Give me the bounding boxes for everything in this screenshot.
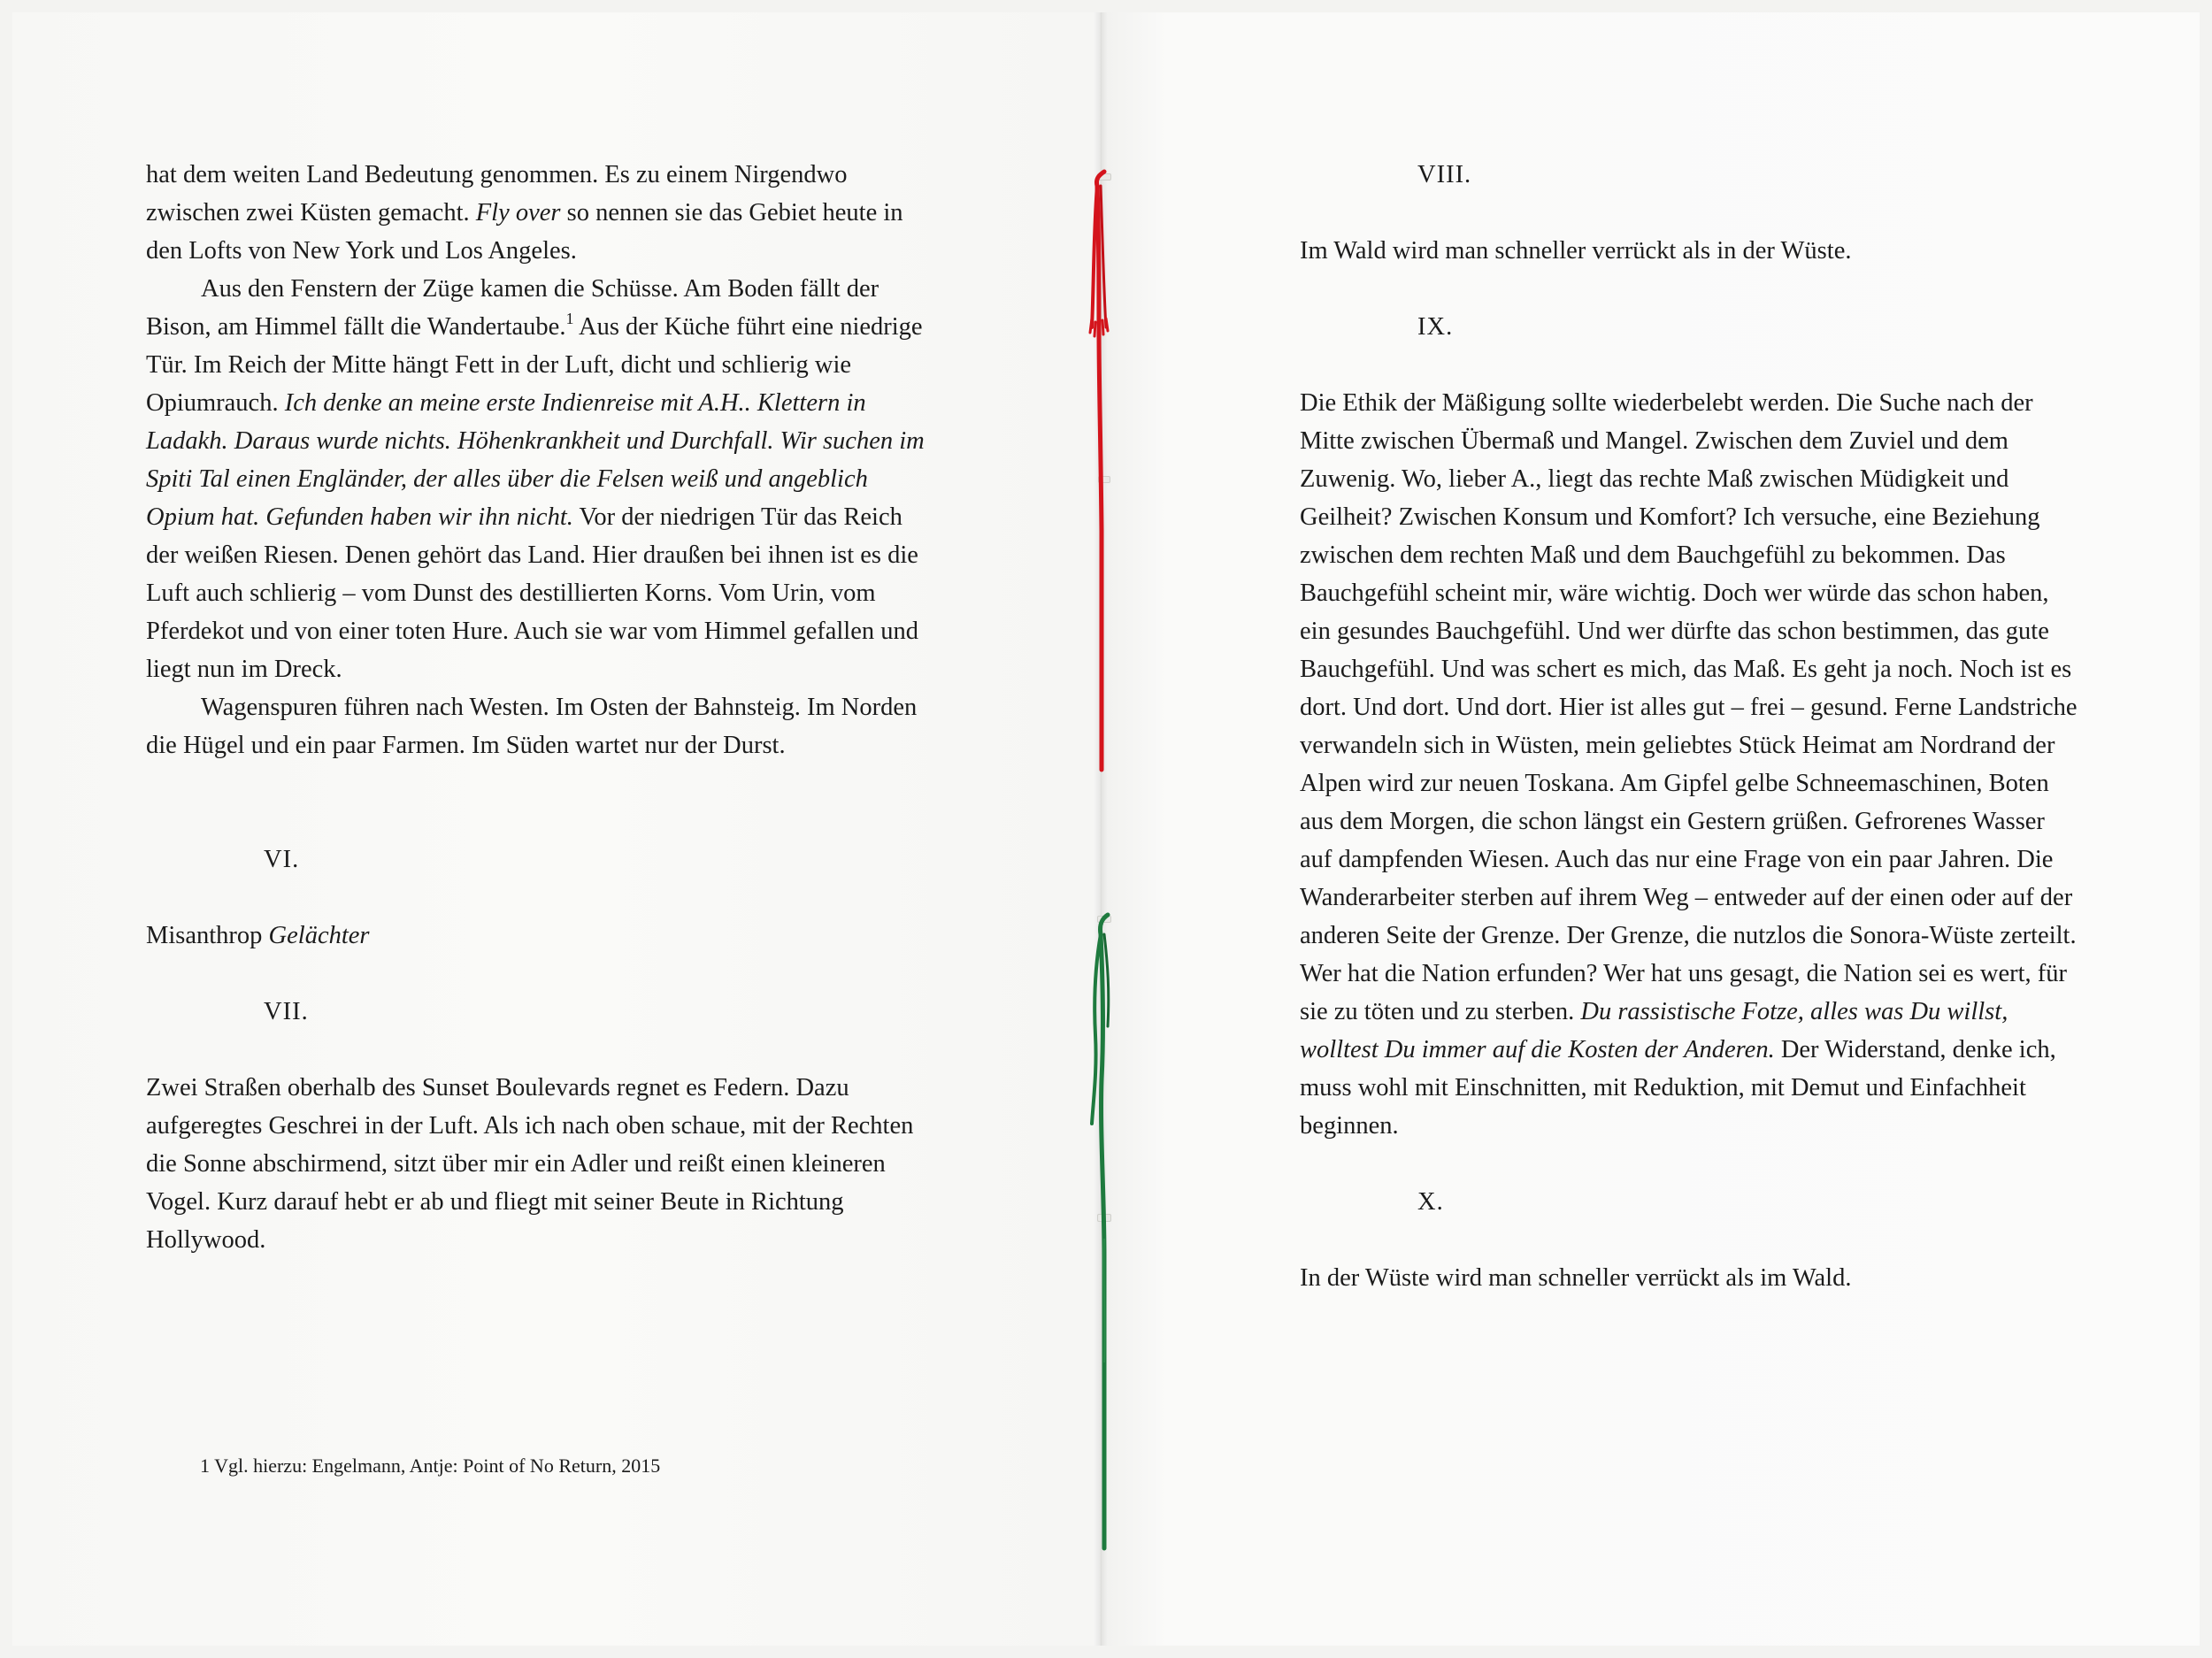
paragraph [146, 270, 925, 688]
footnote-ref: 1 [565, 310, 574, 327]
text-run: Die Ethik der Mäßigung sollte wiederbelebt werden. Die Suche nach der Mitte zwischen Übermaß und Mangel. Zwischen dem Zuviel und dem Zuwenig. Wo, lieber A., liegt das rechte Maß zwischen Müdigkeit und Geilheit? Zwischen Konsum und Komfort? Ich versuche, eine Beziehung zwischen dem rechten Maß und dem Bauchgefühl zu bekommen. Das Bauchgefühl scheint mir, wäre wichtig. Doch wer würde das schon haben, ein gesundes Bauchgefühl. Und wer dürfte das schon bestimmen, das gute Bauchgefühl. Und was schert es mich, das Maß. Es geht ja noch. Noch ist es dort. Und dort. Und dort. Hier ist alles gut – frei – gesund. Ferne Landstriche verwandeln sich in Wüsten, mein geliebtes Stück Heimat am Nordrand der Alpen wird zur neuen Toskana. Am Gipfel gelbe Schneemaschinen, Boten aus dem Morgen, die schon längst ein Gestern grüßen. Gefrorenes Wasser auf dampfenden Wiesen. Auch das nur eine Frage von ein paar Jahren. Die Wanderarbeiter sterben auf ihrem Weg – entweder auf der einen oder auf der anderen Seite der Grenze. Der Grenze, die nutzlos die Sonora-Wüste zerteilt. Wer hat die Nation erfunden? Wer hat uns gesagt, die Nation sei es wert, für sie zu töten und zu sterben. [1300, 389, 2078, 1025]
text-run: so nennen sie das Gebiet heute in den Lofts von New York und Los Angeles. [146, 199, 903, 265]
text-run-italic: Ich denke an meine erste Indienreise mit A.H.. Klettern in Ladakh. Daraus wurde nichts. Höhenkrankheit und Durchfall. Wir suchen im Spiti Tal einen Engländer, der alles über die Felsen weiß und angeblich Opium hat. Gefunden haben wir ihn nicht. [146, 389, 925, 531]
text-run: Vor der niedrigen Tür das Reich der weißen Riesen. Denen gehört das Land. Hier draußen bei ihnen ist es die Luft auch schlierig – vom Dunst des destillierten Korns. Vom Urin, vom Pferdekot und von einer toten Hure. Auch sie war vom Himmel gefallen und liegt nun im Dreck. [146, 503, 918, 683]
text-run: hat dem weiten Land Bedeutung genommen. Es zu einem Nirgendwo zwischen zwei Küsten gemacht. [146, 161, 848, 226]
text-run: Aus der Küche führt eine niedrige Tür. Im Reich der Mitte hängt Fett in der Luft, dicht und schlierig wie Opiumrauch. [146, 313, 923, 417]
paragraph: Im Wald wird man schneller verrückt als in der Wüste. [1300, 237, 1852, 265]
text-run: Misanthrop [146, 922, 269, 949]
section-heading-vi: VI. [264, 846, 300, 873]
paragraph [146, 917, 925, 955]
text-run-italic: Fly over [475, 199, 561, 226]
paragraph [1300, 384, 2078, 1145]
paragraph: Zwei Straßen oberhalb des Sunset Boulevards regnet es Federn. Dazu aufgeregtes Geschrei in der Luft. Als ich nach oben schaue, mit der Rechten die Sonne abschirmend, sitzt über mir ein Adler und reißt einen kleineren Vogel. Kurz darauf hebt er ab und fliegt mit seiner Beute in Richtung Hollywood. [146, 1074, 914, 1254]
red-bookmark-thread [1078, 159, 1122, 779]
text-run-italic: Gelächter [268, 922, 370, 949]
section-heading-viii: VIII. [1417, 161, 1472, 188]
paragraph: Wagenspuren führen nach Westen. Im Osten der Bahnsteig. Im Norden die Hügel und ein paar Farmen. Im Süden wartet nur der Durst. [146, 694, 918, 759]
text-run: Aus den Fenstern der Züge kamen die Schüsse. Am Boden fällt der Bison, am Himmel fällt die Wandertaube. [146, 275, 879, 341]
text-run-italic: Du rassistische Fotze, alles was Du willst, wolltest Du immer auf die Kosten der Anderen. [1300, 998, 2008, 1063]
left-page-text [146, 156, 925, 1259]
section-heading-ix: IX. [1417, 313, 1454, 341]
footnote: 1 Vgl. hierzu: Engelmann, Antje: Point of No Return, 2015 [200, 1455, 661, 1477]
section-heading-x: X. [1417, 1188, 1444, 1216]
text-run: Der Widerstand, denke ich, muss wohl mit Einschnitten, mit Reduktion, mit Demut und Einfachheit beginnen. [1300, 1036, 2056, 1140]
right-page-text [1300, 156, 2078, 1297]
paragraph: In der Wüste wird man schneller verrückt als im Wald. [1300, 1264, 1852, 1292]
section-heading-vii: VII. [264, 998, 309, 1025]
paragraph [146, 156, 925, 270]
green-bookmark-thread [1078, 902, 1131, 1557]
